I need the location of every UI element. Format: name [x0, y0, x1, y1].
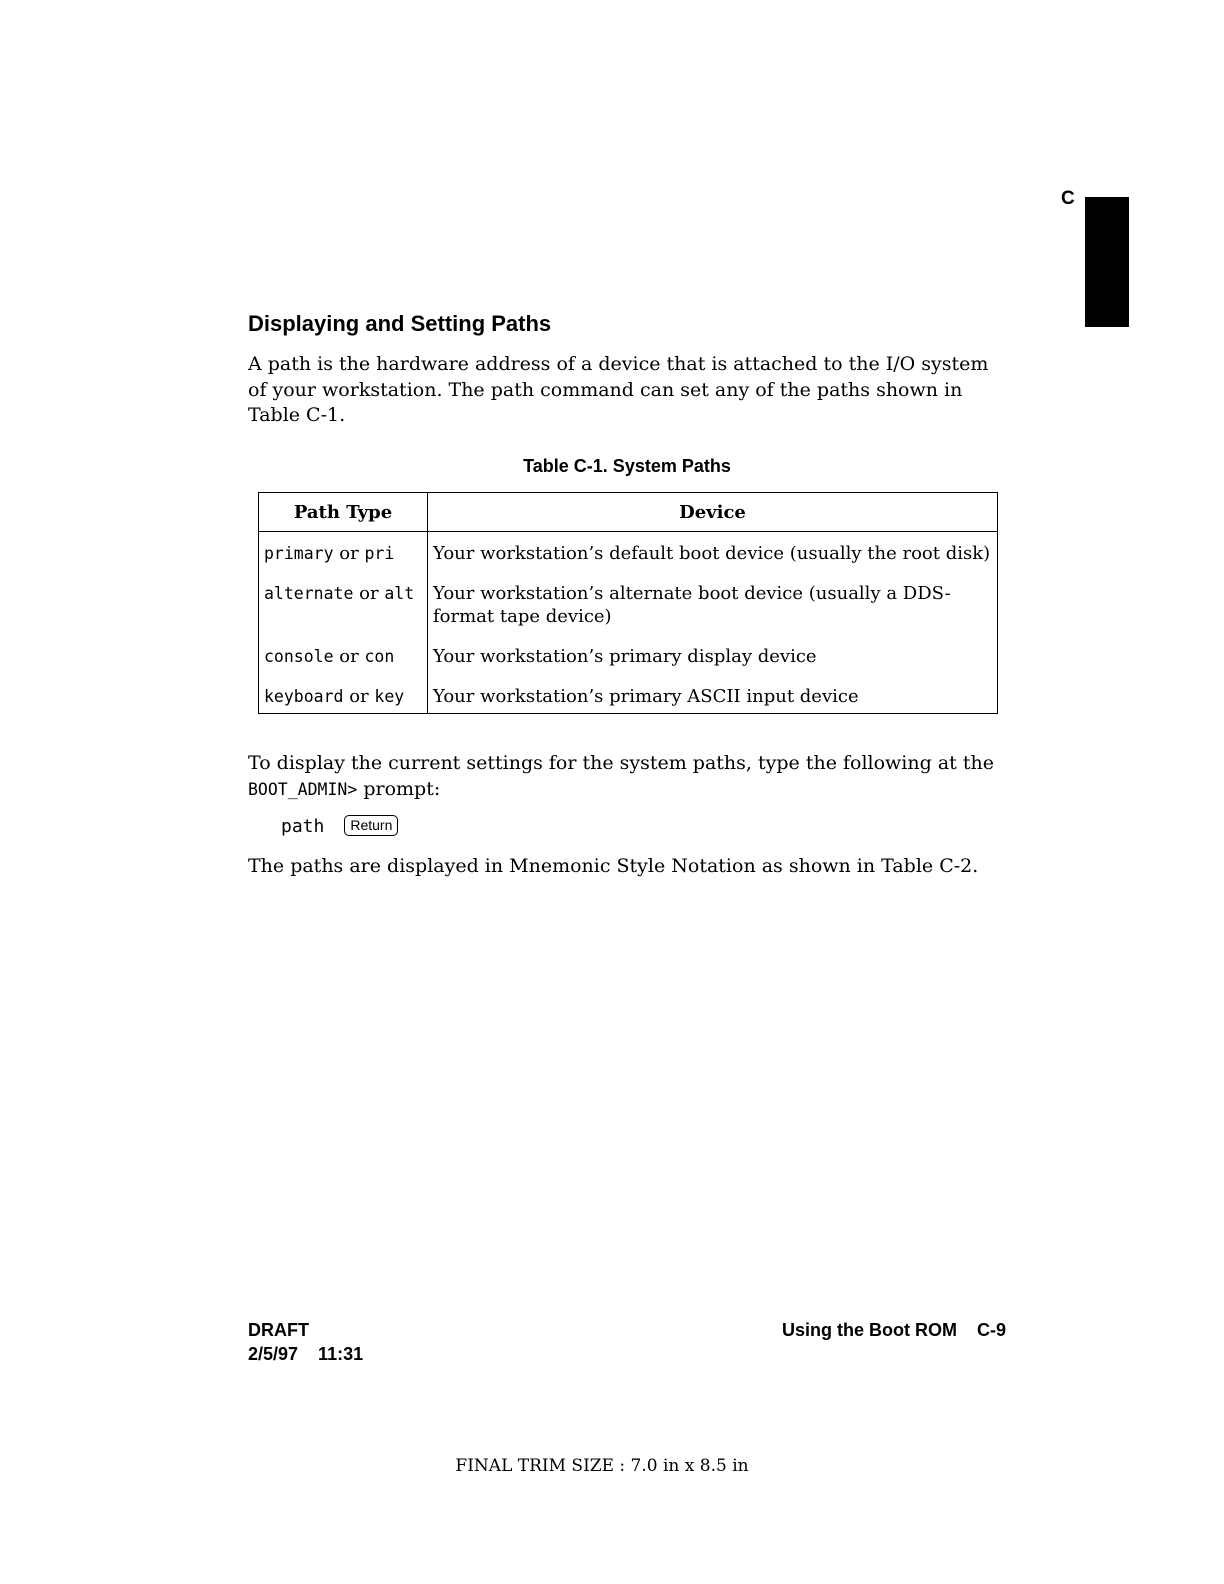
path-abbreviation: key	[374, 687, 405, 706]
draft-time: 11:31	[318, 1344, 364, 1364]
page-footer	[706, 1318, 1006, 1342]
instruction-suffix: prompt:	[363, 778, 441, 800]
system-paths-table	[258, 492, 998, 714]
or-text: or	[349, 686, 369, 707]
table-row	[259, 636, 998, 676]
table-row	[259, 532, 998, 574]
path-type-cell	[259, 676, 428, 714]
device-cell: Your workstation’s primary display device	[433, 646, 817, 667]
table-row	[259, 573, 998, 636]
header-path-type: Path Type	[259, 493, 428, 532]
or-text: or	[339, 543, 359, 564]
path-type-cell	[259, 636, 428, 676]
page-number: C-9	[976, 1320, 1006, 1340]
or-text: or	[359, 583, 379, 604]
device-cell: Your workstation’s alternate boot device (usually a DDS-format tape device)	[433, 583, 951, 627]
result-paragraph: The paths are displayed in Mnemonic Style Notation as shown in Table C-2.	[248, 855, 979, 877]
chapter-tab-marker	[1085, 197, 1129, 327]
draft-label: DRAFT	[248, 1320, 309, 1340]
instruction-text: To display the current settings for the system paths, type the following at the	[248, 752, 994, 774]
table-header-row	[259, 493, 998, 532]
instruction-paragraph	[248, 750, 1008, 803]
table-caption: Table C-1. System Paths	[523, 456, 731, 476]
path-command: primary	[264, 544, 334, 563]
path-type-cell	[259, 573, 428, 636]
header-device: Device	[428, 493, 998, 532]
path-abbreviation: alt	[384, 584, 415, 603]
device-cell: Your workstation’s default boot device (usually the root disk)	[433, 543, 991, 564]
boot-admin-prompt: BOOT_ADMIN>	[248, 780, 358, 799]
path-abbreviation: pri	[364, 544, 395, 563]
return-key-icon: Return	[344, 815, 398, 836]
section-heading: Displaying and Setting Paths	[248, 311, 552, 336]
or-text: or	[339, 646, 359, 667]
draft-footer	[248, 1318, 363, 1366]
draft-date: 2/5/97	[248, 1344, 299, 1364]
path-command: console	[264, 647, 334, 666]
path-abbreviation: con	[364, 647, 395, 666]
intro-paragraph: A path is the hardware address of a device that is attached to the I/O system of your workstation. The path command can set any of the paths shown in Table C-1.	[248, 353, 989, 426]
path-type-cell	[259, 532, 428, 574]
draft-datetime	[248, 1342, 363, 1366]
command-example	[281, 815, 398, 837]
chapter-tab-letter: C	[1061, 188, 1075, 209]
table-row	[259, 676, 998, 714]
device-cell: Your workstation’s primary ASCII input device	[433, 686, 859, 707]
trim-size-note: FINAL TRIM SIZE : 7.0 in x 8.5 in	[455, 1456, 749, 1476]
path-command: keyboard	[264, 687, 344, 706]
chapter-title: Using the Boot ROM	[782, 1320, 957, 1340]
path-command: alternate	[264, 584, 354, 603]
path-command-example: path	[281, 816, 325, 837]
